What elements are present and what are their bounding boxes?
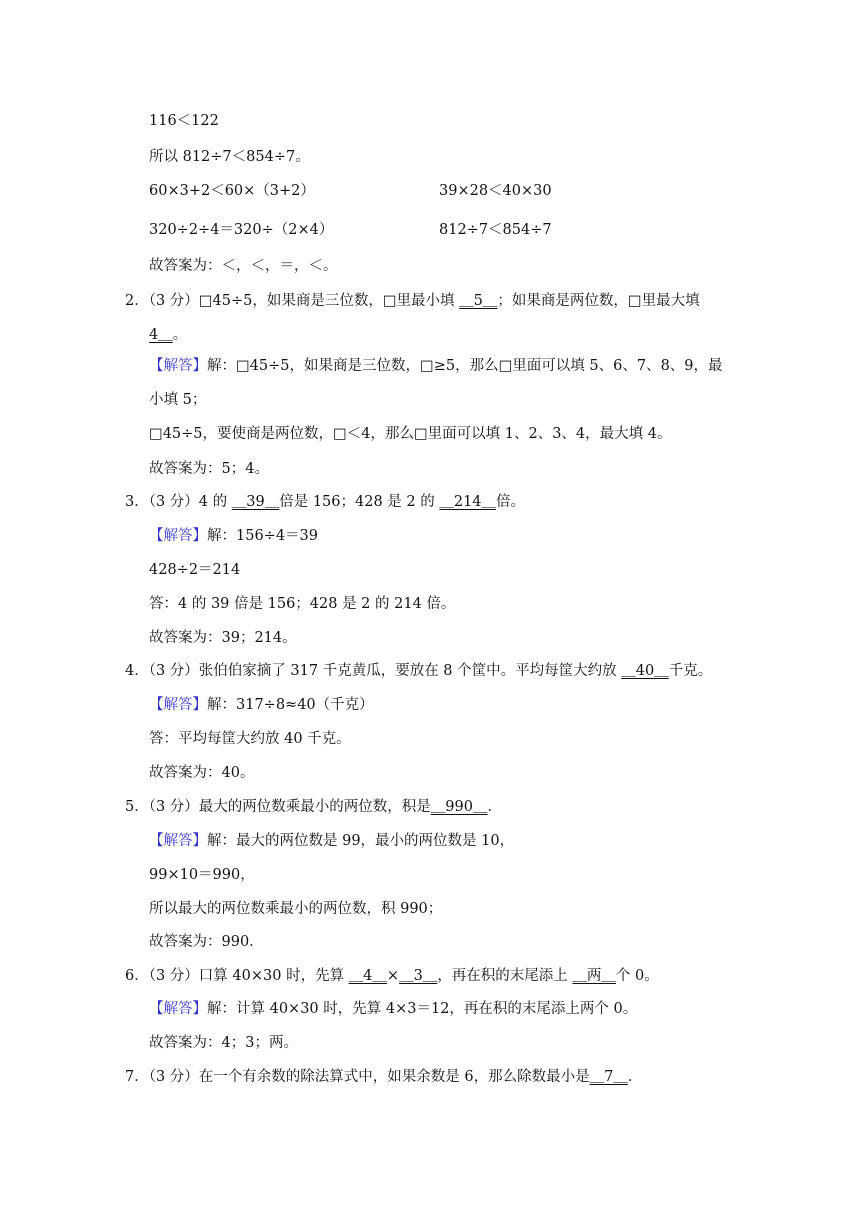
question-6	[125, 966, 659, 986]
answer-line: 故答案为：40。	[149, 765, 255, 781]
question-7	[125, 1067, 642, 1087]
comparison-left: 60×3+2＜60×（3+2）	[149, 183, 315, 199]
answer-blank: ＿5＿	[459, 293, 498, 309]
comparison-right: 812÷7＜854÷7	[439, 222, 552, 238]
question-text: ；如果商是两位数，□里最大填	[497, 293, 700, 309]
question-text: ×	[386, 968, 400, 984]
solution-line: □45÷5，要使商是两位数，□＜4，那么□里面可以填 1、2、3、4，最大填 4。	[149, 426, 672, 442]
answer-blank: ＿7＿	[589, 1069, 628, 1085]
answer-line: 故答案为：39；214。	[149, 630, 297, 646]
solution-line	[149, 999, 637, 1019]
answer-blank: ＿4＿	[348, 968, 387, 984]
solution-line: 小填 5；	[149, 392, 207, 408]
answer-blank: ＿两＿	[572, 968, 616, 984]
solution-text: 解：计算 40×30 时，先算 4×3＝12，再在积的末尾添上两个 0。	[207, 1001, 638, 1017]
question-5	[125, 797, 502, 817]
solution-line	[149, 526, 318, 546]
solution-line: 99×10＝990，	[149, 867, 255, 883]
solution-text: 解：156÷4＝39	[207, 528, 319, 544]
question-text: 千克。	[668, 663, 713, 679]
question-text: ，再在积的末尾添上	[437, 968, 573, 984]
question-text: 7．（3 分）在一个有余数的除法算式中，如果余数是 6，那么除数最小是	[125, 1069, 590, 1085]
answer-line: 故答案为：990．	[149, 934, 264, 950]
answer-line: 故答案为：＜，＜，＝，＜。	[149, 258, 338, 274]
solution-tag: 【解答】	[149, 833, 207, 849]
solution-line	[149, 356, 723, 376]
solution-line	[149, 695, 374, 715]
solution-line: 所以最大的两位数乘最小的两位数，积 990；	[149, 901, 443, 917]
question-text: 2．（3 分）□45÷5，如果商是三位数，□里最小填	[125, 293, 460, 309]
calc-line: 所以 812÷7＜854÷7。	[149, 149, 310, 165]
solution-line: 答：平均每筐大约放 40 千克。	[149, 731, 351, 747]
answer-blank: ＿990＿	[430, 799, 488, 815]
solution-tag: 【解答】	[149, 358, 207, 374]
question-text: 个 0。	[615, 968, 659, 984]
answer-blank: 4＿	[149, 327, 173, 343]
question-text: 。	[172, 327, 188, 343]
question-text: ．	[487, 799, 502, 815]
solution-tag: 【解答】	[149, 697, 207, 713]
question-2-cont	[149, 325, 187, 345]
answer-blank: ＿3＿	[399, 968, 438, 984]
question-text: 3．（3 分）4 的	[125, 494, 232, 510]
question-text: 6．（3 分）口算 40×30 时，先算	[125, 968, 349, 984]
solution-line: 428÷2＝214	[149, 562, 241, 578]
comparison-left: 320÷2÷4＝320÷（2×4）	[149, 222, 334, 238]
question-text: 倍是 156；428 是 2 的	[279, 494, 440, 510]
solution-text: 解：□45÷5，如果商是三位数，□≥5，那么□里面可以填 5、6、7、8、9，最	[207, 358, 723, 374]
question-4	[125, 661, 712, 681]
solution-line	[149, 831, 514, 851]
question-2	[125, 291, 700, 311]
calc-line: 116＜122	[149, 113, 219, 129]
answer-line: 故答案为：4；3；两。	[149, 1035, 298, 1051]
answer-blank: ＿40＿	[621, 663, 669, 679]
question-text: ．	[627, 1069, 643, 1085]
question-text: 倍。	[496, 494, 526, 510]
answer-blank: ＿214＿	[439, 494, 497, 510]
question-text: 5．（3 分）最大的两位数乘最小的两位数，积是	[125, 799, 431, 815]
solution-text: 解：317÷8≈40（千克）	[207, 697, 374, 713]
solution-tag: 【解答】	[149, 1001, 207, 1017]
answer-blank: ＿39＿	[231, 494, 280, 510]
solution-line: 答：4 的 39 倍是 156；428 是 2 的 214 倍。	[149, 596, 456, 612]
solution-text: 解：最大的两位数是 99，最小的两位数是 10，	[207, 833, 515, 849]
solution-tag: 【解答】	[149, 528, 207, 544]
comparison-right: 39×28＜40×30	[439, 183, 552, 199]
question-text: 4．（3 分）张伯伯家摘了 317 千克黄瓜，要放在 8 个筐中。平均每筐大约放	[125, 663, 622, 679]
answer-line: 故答案为：5；4。	[149, 461, 269, 477]
question-3	[125, 492, 525, 512]
